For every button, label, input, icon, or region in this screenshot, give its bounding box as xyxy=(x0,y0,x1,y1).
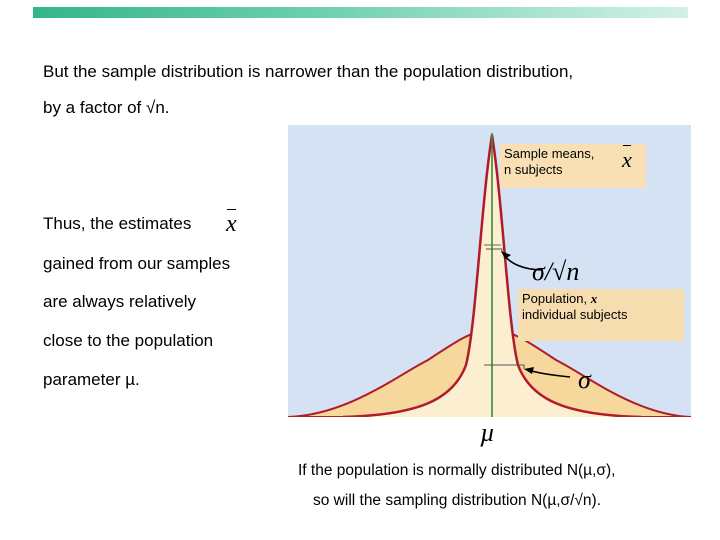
thus-line-3: are always relatively xyxy=(43,292,197,311)
thus-line-1: Thus, the estimates xyxy=(43,214,192,233)
sample-means-label xyxy=(500,144,646,188)
population-x-symbol: x xyxy=(590,291,598,306)
population-label xyxy=(518,289,684,341)
intro-line-1: But the sample distribution is narrower than the population distribution, xyxy=(43,62,574,81)
distribution-diagram xyxy=(288,125,691,417)
thus-line-4: close to the population xyxy=(43,331,214,350)
population-label-line-1: Population, x xyxy=(522,291,598,306)
sigma-over-root-n-label: σ/√n xyxy=(532,257,580,286)
thus-line-2: gained from our samples xyxy=(43,254,231,273)
intro-line-2: by a factor of √n. xyxy=(43,98,170,117)
caption-line-1: If the population is normally distributed N(µ,σ), xyxy=(298,462,616,479)
sample-x-bar-symbol: x xyxy=(622,147,632,172)
sample-label-line-2: n subjects xyxy=(504,162,563,177)
thus-line-5: parameter µ. xyxy=(43,370,140,389)
caption-line-2: so will the sampling distribution N(µ,σ/√n). xyxy=(313,492,602,509)
x-bar-symbol: x xyxy=(226,211,237,237)
title-accent-bar xyxy=(33,7,688,18)
sigma-label: σ xyxy=(578,365,591,394)
sample-label-line-1: Sample means, xyxy=(504,146,595,161)
mu-label: µ xyxy=(480,418,495,447)
population-label-line-2: individual subjects xyxy=(522,307,628,322)
